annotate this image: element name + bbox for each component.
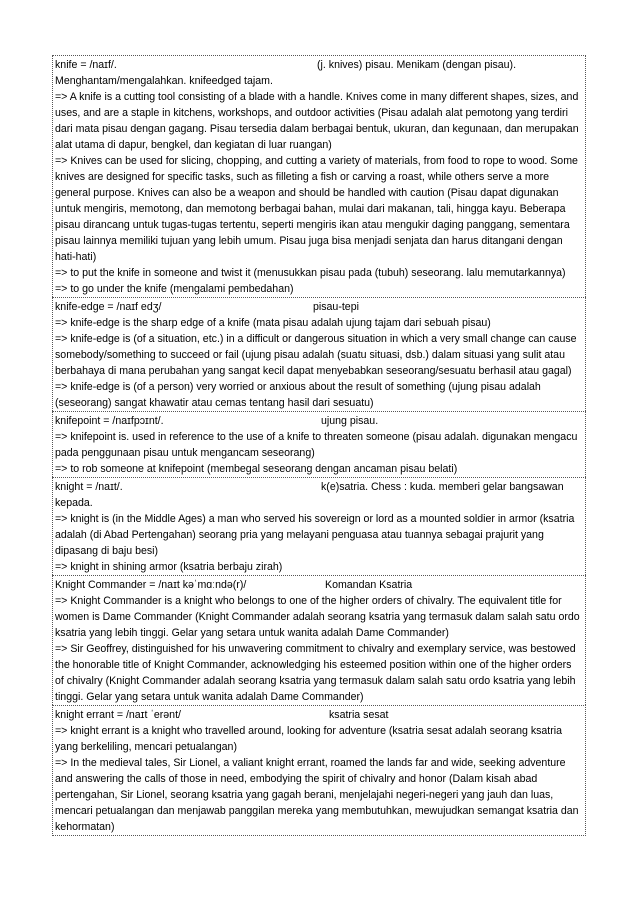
entry-head (55, 413, 583, 429)
entry-knight-errant (52, 705, 586, 836)
headword: knifepoint = /naɪfpɔɪnt/. (55, 415, 164, 427)
dictionary-page (52, 55, 586, 836)
entry-line: => A knife is a cutting tool consisting of a blade with a handle. Knives come in many different shapes, sizes, and uses, and are a staple in kitchens, workshops, and outdoor activities (Pisau adalah alat pemotong yang terdiri dari mata pisau dengan gagang. Pisau tersedia dalam berbagai bentuk, ukuran, dan kegunaan, dan merupakan alat utama di dapur, bengkel, dan kegiatan di luar ruangan) (55, 91, 579, 151)
entry-line: => to put the knife in someone and twist it (menusukkan pisau pada (tubuh) seseorang. lalu memutarkannya) (55, 267, 566, 279)
translation: pisau-tepi (313, 301, 359, 313)
entry-head (55, 57, 583, 73)
headword: knight = /naɪt/. (55, 481, 123, 493)
headword: knife = /naɪf/. (55, 59, 117, 71)
headword: knife-edge = /naɪf edʒ/ (55, 301, 162, 313)
entry-line: => knight is (in the Middle Ages) a man who served his sovereign or lord as a mounted soldier in armor (ksatria adalah (di Abad Pertengahan) seorang pria yang melayani penguasa atau tuannya sebagai prajurit yang dipasang di baju besi) (55, 513, 575, 557)
entry-line: => Sir Geoffrey, distinguished for his unwavering commitment to chivalry and exemplary service, was bestowed the honorable title of Knight Commander, acknowledging his esteemed position within one of the higher orders of chivalry (Knight Commander adalah seorang ksatria yang termasuk dalam salah satu ordo ksatria yang lebih tinggi. Gelar yang setara untuk wanita adalah Dame Commander) (55, 643, 576, 703)
headword: knight errant = /naɪt ˈerənt/ (55, 709, 181, 721)
entry-line: => Knives can be used for slicing, chopping, and cutting a variety of materials, from food to rope to wood. Some knives are designed for specific tasks, such as filleting a fish or carving a roast, while others serve a more general purpose. Knives can also be a weapon and should be handled with caution (Pisau dapat digunakan untuk mengiris, memotong, dan memotong berbagai bahan, mulai dari makanan, tali, hingga kayu. Beberapa pisau dirancang untuk tugas-tugas tertentu, seperti mengiris ikan atau mengukir daging panggang, sementara pisau lainnya memiliki tujuan yang lebih umum. Pisau juga bisa menjadi senjata dan harus ditangani dengan hati-hati) (55, 155, 578, 263)
entry-knife-edge (52, 297, 586, 411)
entry-head (55, 299, 583, 315)
translation: ujung pisau. (321, 415, 379, 427)
entry-line: => knife-edge is (of a person) very worried or anxious about the result of something (ujung pisau adalah (seseorang) sangat khawatir atau cemas tentang hasil dari sesuatu) (55, 381, 541, 409)
entry-line: => Knight Commander is a knight who belongs to one of the higher orders of chivalry. The equivalent title for women is Dame Commander (Knight Commander adalah seorang ksatria yang termasuk dalam salah satu ordo ksatria yang lebih tinggi. Gelar yang setara untuk wanita adalah Dame Commander) (55, 595, 580, 639)
entry-line: kepada. (55, 497, 93, 509)
entry-knight (52, 477, 586, 575)
translation: Komandan Ksatria (325, 579, 413, 591)
entry-head (55, 577, 583, 593)
entry-line: Menghantam/mengalahkan. knifeedged tajam. (55, 75, 273, 87)
entry-line: => to rob someone at knifepoint (membegal seseorang dengan ancaman pisau belati) (55, 463, 458, 475)
entry-knifepoint (52, 411, 586, 477)
entry-line: => knife-edge is (of a situation, etc.) in a difficult or dangerous situation in which a very small change can cause somebody/something to succeed or fail (ujung pisau adalah (suatu situasi, dsb.) dalam situasi yang sulit atau berbahaya di mana perubahan yang sangat kecil dapat menyebabkan seseorang/sesuatu berhasil atau gagal) (55, 333, 577, 377)
entry-line: => knifepoint is. used in reference to the use of a knife to threaten someone (pisau adalah. digunakan mengacu pada penggunaan pisau untuk mengancam seseorang) (55, 431, 578, 459)
entry-line: => knight in shining armor (ksatria berbaju zirah) (55, 561, 283, 573)
entry-head (55, 707, 583, 723)
entry-line: => knife-edge is the sharp edge of a knife (mata pisau adalah ujung tajam dari sebuah pisau) (55, 317, 491, 329)
headword: Knight Commander = /naɪt kəˈmɑːndə(r)/ (55, 579, 247, 591)
translation: ksatria sesat (329, 709, 389, 721)
entry-line: => to go under the knife (mengalami pembedahan) (55, 283, 294, 295)
translation: k(e)satria. Chess : kuda. memberi gelar bangsawan (321, 481, 564, 493)
entry-line: => In the medieval tales, Sir Lionel, a valiant knight errant, roamed the lands far and wide, seeking adventure and answering the calls of those in need, embodying the spirit of chivalry and honor (Dalam kisah abad pertengahan, Sir Lionel, seorang ksatria yang gagah berani, menjelajahi negeri-negeri yang jauh dan luas, mencari petualangan dan menjawab panggilan mereka yang membutuhkan, mewujudkan semangat ksatria dan kehormatan) (55, 757, 579, 833)
entry-knife (52, 55, 586, 297)
entry-line: => knight errant is a knight who travelled around, looking for adventure (ksatria sesat adalah seorang ksatria yang berkeliling, mencari petualangan) (55, 725, 563, 753)
entry-head (55, 479, 583, 495)
entry-knight-commander (52, 575, 586, 705)
translation: (j. knives) pisau. Menikam (dengan pisau). (317, 59, 517, 71)
